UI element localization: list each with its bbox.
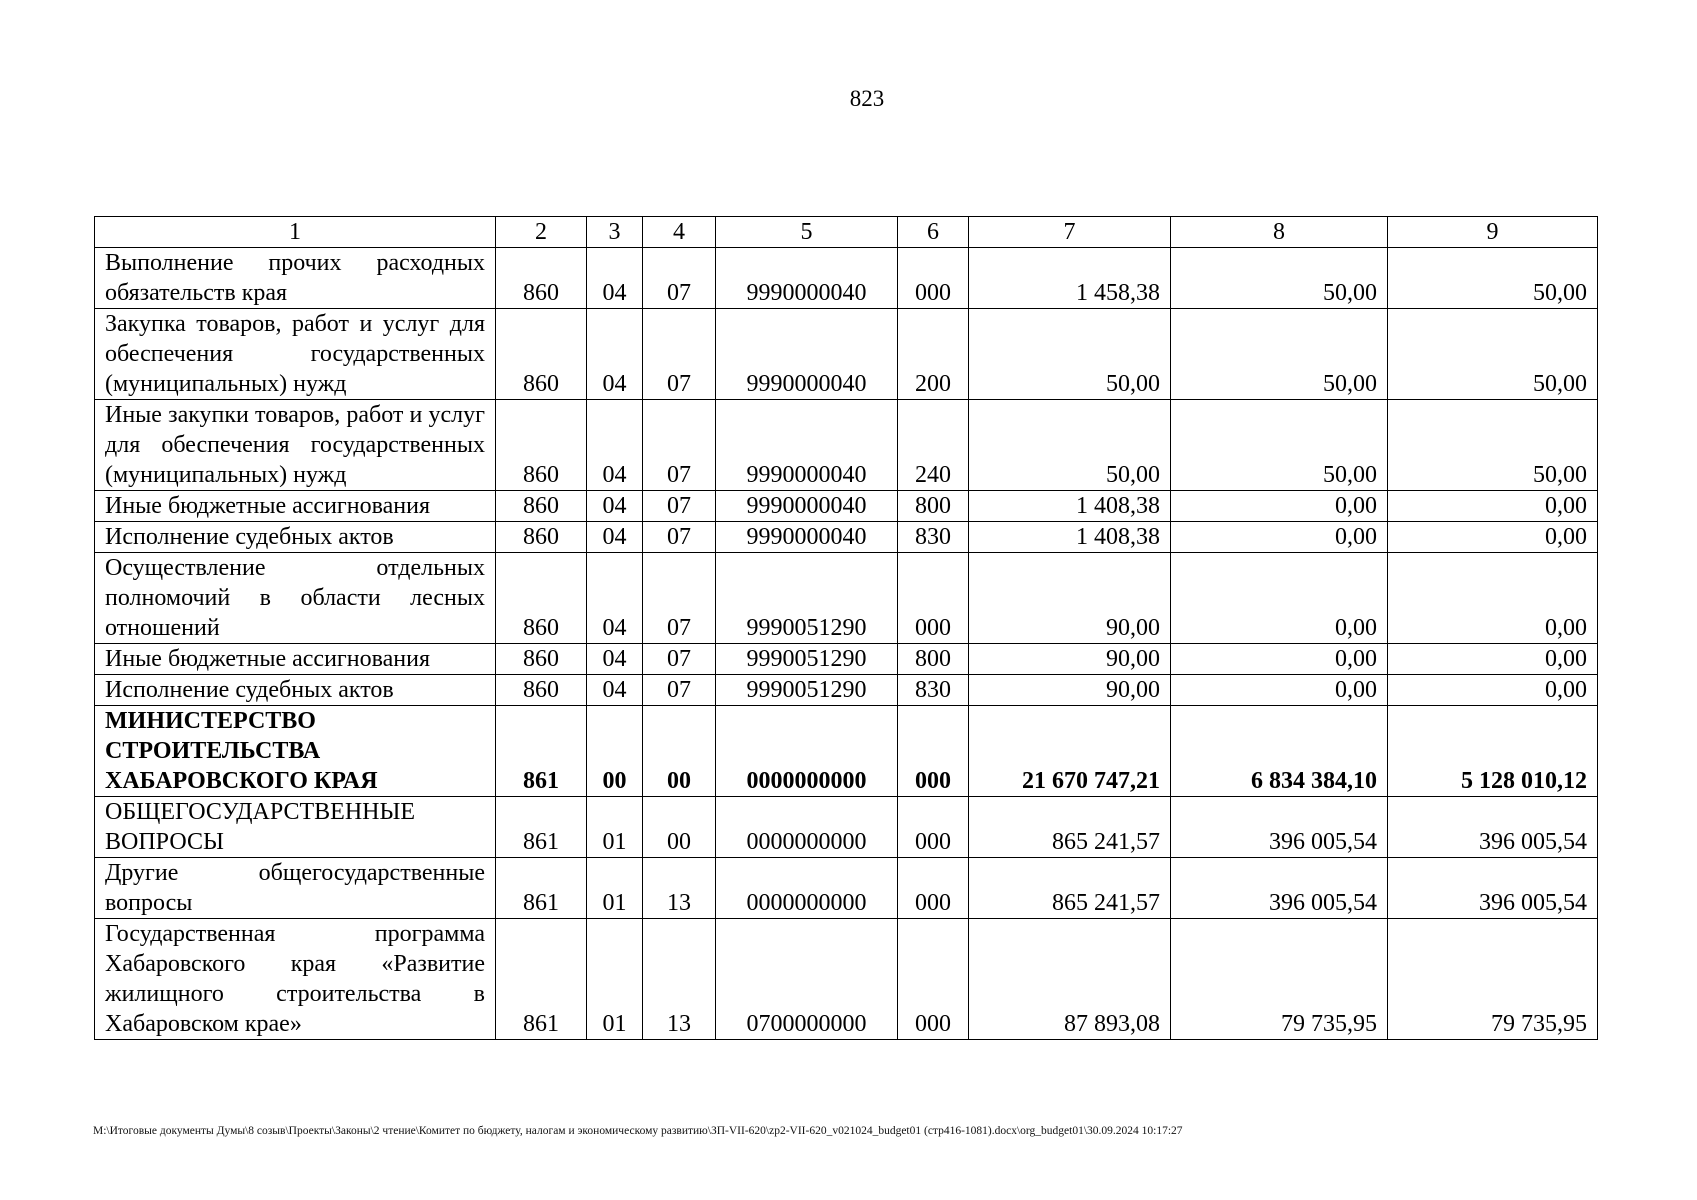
amount-col7-cell: 1 408,38 — [969, 522, 1171, 553]
code-target-cell: 9990000040 — [716, 400, 898, 491]
row-name-cell: Иные бюджетные ассигнования — [95, 644, 496, 675]
amount-col8-cell: 0,00 — [1171, 522, 1388, 553]
table-row — [95, 919, 1598, 1040]
code-section-cell: 04 — [587, 522, 643, 553]
code-subsection-cell: 13 — [643, 858, 716, 919]
document-path-footer: M:\Итоговые документы Думы\8 созыв\Проекты\Законы\2 чтение\Комитет по бюджету, налогам и экономическому развитию\ЗП-VII-620\zp2-VII-620_v021024_budget01 (стр416-1081).docx\org_budget01\30.09.2024 10:17:27 — [93, 1125, 1183, 1137]
amount-col9-cell: 5 128 010,12 — [1388, 706, 1598, 797]
amount-col9-cell: 0,00 — [1388, 522, 1598, 553]
code-target-cell: 9990000040 — [716, 248, 898, 309]
amount-col7-cell: 90,00 — [969, 675, 1171, 706]
table-row — [95, 491, 1598, 522]
amount-col7-cell: 50,00 — [969, 400, 1171, 491]
table-row — [95, 553, 1598, 644]
table-row — [95, 248, 1598, 309]
code-subsection-cell: 07 — [643, 491, 716, 522]
code-expense-type-cell: 830 — [898, 675, 969, 706]
table-row — [95, 706, 1598, 797]
header-cell: 4 — [643, 217, 716, 248]
amount-col7-cell: 21 670 747,21 — [969, 706, 1171, 797]
table-row — [95, 858, 1598, 919]
row-name-cell: Иные бюджетные ассигнования — [95, 491, 496, 522]
row-name-cell: Осуществление отдельных полномочий в области лесных отношений — [95, 553, 496, 644]
row-name-cell: МИНИСТЕРСТВО СТРОИТЕЛЬСТВА ХАБАРОВСКОГО КРАЯ — [95, 706, 496, 797]
code-subsection-cell: 07 — [643, 644, 716, 675]
code-expense-type-cell: 830 — [898, 522, 969, 553]
header-cell: 7 — [969, 217, 1171, 248]
amount-col7-cell: 865 241,57 — [969, 797, 1171, 858]
amount-col7-cell: 1 458,38 — [969, 248, 1171, 309]
amount-col8-cell: 79 735,95 — [1171, 919, 1388, 1040]
code-section-cell: 01 — [587, 919, 643, 1040]
row-name-cell: Иные закупки товаров, работ и услуг для обеспечения государственных (муниципальных) нужд — [95, 400, 496, 491]
amount-col9-cell: 50,00 — [1388, 400, 1598, 491]
table-row — [95, 400, 1598, 491]
code-section-cell: 04 — [587, 491, 643, 522]
header-cell: 8 — [1171, 217, 1388, 248]
code-section-cell: 01 — [587, 797, 643, 858]
code-section-cell: 04 — [587, 248, 643, 309]
row-name-cell: Исполнение судебных актов — [95, 675, 496, 706]
code-target-cell: 9990051290 — [716, 553, 898, 644]
code-subsection-cell: 07 — [643, 522, 716, 553]
code-grbs-cell: 860 — [496, 675, 587, 706]
header-cell: 1 — [95, 217, 496, 248]
code-expense-type-cell: 000 — [898, 797, 969, 858]
code-expense-type-cell: 000 — [898, 706, 969, 797]
budget-table — [94, 216, 1598, 1040]
amount-col9-cell: 50,00 — [1388, 248, 1598, 309]
amount-col7-cell: 1 408,38 — [969, 491, 1171, 522]
code-grbs-cell: 860 — [496, 248, 587, 309]
row-name-cell: Выполнение прочих расходных обязательств края — [95, 248, 496, 309]
code-target-cell: 0000000000 — [716, 858, 898, 919]
row-name-cell: Закупка товаров, работ и услуг для обеспечения государственных (муниципальных) нужд — [95, 309, 496, 400]
amount-col8-cell: 0,00 — [1171, 553, 1388, 644]
amount-col9-cell: 396 005,54 — [1388, 858, 1598, 919]
amount-col7-cell: 865 241,57 — [969, 858, 1171, 919]
amount-col9-cell: 0,00 — [1388, 553, 1598, 644]
code-grbs-cell: 861 — [496, 797, 587, 858]
budget-table-body — [95, 248, 1598, 1040]
code-section-cell: 01 — [587, 858, 643, 919]
code-target-cell: 9990000040 — [716, 491, 898, 522]
code-target-cell: 9990000040 — [716, 309, 898, 400]
code-grbs-cell: 860 — [496, 400, 587, 491]
table-row — [95, 675, 1598, 706]
code-target-cell: 0000000000 — [716, 706, 898, 797]
code-subsection-cell: 00 — [643, 706, 716, 797]
amount-col7-cell: 50,00 — [969, 309, 1171, 400]
code-section-cell: 04 — [587, 400, 643, 491]
code-grbs-cell: 860 — [496, 553, 587, 644]
code-subsection-cell: 07 — [643, 309, 716, 400]
header-cell: 5 — [716, 217, 898, 248]
amount-col8-cell: 0,00 — [1171, 675, 1388, 706]
code-subsection-cell: 00 — [643, 797, 716, 858]
code-expense-type-cell: 200 — [898, 309, 969, 400]
amount-col9-cell: 0,00 — [1388, 491, 1598, 522]
row-name-cell: ОБЩЕГОСУДАРСТВЕННЫЕ ВОПРОСЫ — [95, 797, 496, 858]
amount-col7-cell: 90,00 — [969, 553, 1171, 644]
code-expense-type-cell: 000 — [898, 858, 969, 919]
amount-col8-cell: 396 005,54 — [1171, 858, 1388, 919]
code-subsection-cell: 13 — [643, 919, 716, 1040]
amount-col8-cell: 50,00 — [1171, 248, 1388, 309]
code-section-cell: 04 — [587, 553, 643, 644]
code-section-cell: 04 — [587, 309, 643, 400]
amount-col9-cell: 79 735,95 — [1388, 919, 1598, 1040]
code-expense-type-cell: 000 — [898, 919, 969, 1040]
table-row — [95, 644, 1598, 675]
code-section-cell: 04 — [587, 675, 643, 706]
row-name-cell: Государственная программа Хабаровского края «Развитие жилищного строительства в Хабаровском крае» — [95, 919, 496, 1040]
amount-col8-cell: 0,00 — [1171, 644, 1388, 675]
code-target-cell: 0700000000 — [716, 919, 898, 1040]
code-grbs-cell: 860 — [496, 522, 587, 553]
amount-col7-cell: 90,00 — [969, 644, 1171, 675]
code-target-cell: 9990051290 — [716, 675, 898, 706]
table-row — [95, 309, 1598, 400]
code-target-cell: 9990051290 — [716, 644, 898, 675]
code-section-cell: 00 — [587, 706, 643, 797]
row-name-cell: Другие общегосударственные вопросы — [95, 858, 496, 919]
row-name-cell: Исполнение судебных актов — [95, 522, 496, 553]
header-row — [95, 217, 1598, 248]
amount-col8-cell: 6 834 384,10 — [1171, 706, 1388, 797]
code-expense-type-cell: 800 — [898, 491, 969, 522]
code-expense-type-cell: 800 — [898, 644, 969, 675]
code-expense-type-cell: 240 — [898, 400, 969, 491]
header-cell: 9 — [1388, 217, 1598, 248]
code-subsection-cell: 07 — [643, 400, 716, 491]
amount-col8-cell: 396 005,54 — [1171, 797, 1388, 858]
table-row — [95, 797, 1598, 858]
amount-col9-cell: 0,00 — [1388, 644, 1598, 675]
code-expense-type-cell: 000 — [898, 248, 969, 309]
amount-col8-cell: 50,00 — [1171, 309, 1388, 400]
code-target-cell: 0000000000 — [716, 797, 898, 858]
header-cell: 3 — [587, 217, 643, 248]
code-grbs-cell: 860 — [496, 491, 587, 522]
amount-col7-cell: 87 893,08 — [969, 919, 1171, 1040]
amount-col9-cell: 50,00 — [1388, 309, 1598, 400]
code-subsection-cell: 07 — [643, 248, 716, 309]
code-subsection-cell: 07 — [643, 675, 716, 706]
header-cell: 2 — [496, 217, 587, 248]
amount-col9-cell: 396 005,54 — [1388, 797, 1598, 858]
code-grbs-cell: 860 — [496, 309, 587, 400]
amount-col9-cell: 0,00 — [1388, 675, 1598, 706]
code-grbs-cell: 861 — [496, 919, 587, 1040]
code-section-cell: 04 — [587, 644, 643, 675]
page-number: 823 — [849, 86, 885, 111]
table-row — [95, 522, 1598, 553]
amount-col8-cell: 0,00 — [1171, 491, 1388, 522]
code-grbs-cell: 860 — [496, 644, 587, 675]
code-grbs-cell: 861 — [496, 706, 587, 797]
header-cell: 6 — [898, 217, 969, 248]
code-expense-type-cell: 000 — [898, 553, 969, 644]
code-grbs-cell: 861 — [496, 858, 587, 919]
amount-col8-cell: 50,00 — [1171, 400, 1388, 491]
code-target-cell: 9990000040 — [716, 522, 898, 553]
code-subsection-cell: 07 — [643, 553, 716, 644]
